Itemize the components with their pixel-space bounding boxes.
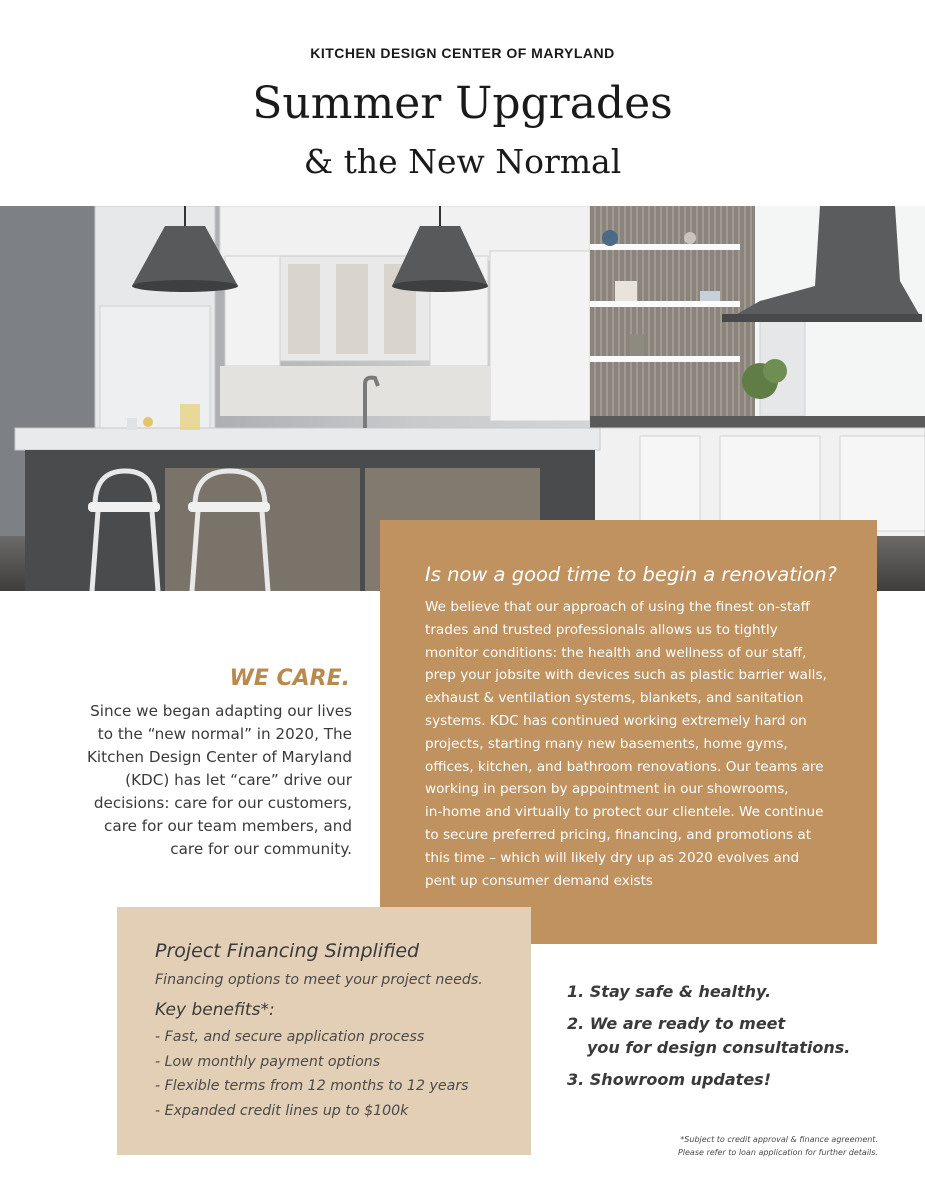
footnote-line: *Subject to credit approval & finance agreement. [680, 1135, 878, 1144]
renovation-line: this time – which will likely dry up as 2020 evolves and [425, 849, 800, 866]
brand-name: KITCHEN DESIGN CENTER OF MARYLAND [310, 45, 615, 61]
renovation-line: working in person by appointment in our showrooms, [425, 781, 789, 798]
step-text: 1. Stay safe & healthy. [567, 982, 772, 1001]
financing-subheading: Financing options to meet your project needs. [155, 972, 483, 988]
key-benefits-label: Key benefits*: [155, 1000, 275, 1020]
care-line: care for our team members, and [104, 817, 352, 835]
page-subtitle: & the New Normal [303, 142, 622, 181]
care-line: (KDC) has let “care” drive our [125, 771, 352, 789]
care-line: to the “new normal” in 2020, The [97, 725, 352, 743]
care-line: Kitchen Design Center of Maryland [86, 748, 352, 766]
care-line: decisions: care for our customers, [93, 794, 352, 812]
step-text: 3. Showroom updates! [567, 1070, 771, 1089]
renovation-line: trades and trusted professionals allows us to tightly [425, 621, 778, 638]
renovation-line: to secure preferred pricing, financing, and promotions at [425, 826, 812, 843]
renovation-line: systems. KDC has continued working extremely hard on [425, 712, 807, 729]
renovation-line: exhaust & ventilation systems, blankets, and sanitation [425, 690, 804, 707]
benefit-item: - Expanded credit lines up to $100k [155, 1102, 409, 1119]
benefit-item: - Fast, and secure application process [155, 1029, 425, 1045]
step-text: 2. We are ready to meet [567, 1014, 786, 1033]
page-title: Summer Upgrades [252, 78, 673, 129]
renovation-line: projects, starting many new basements, home gyms, [425, 735, 788, 752]
financing-heading: Project Financing Simplified [155, 940, 420, 962]
renovation-line: offices, kitchen, and bathroom renovations. Our teams are [425, 758, 824, 775]
renovation-line: prep your jobsite with devices such as plastic barrier walls, [425, 667, 827, 684]
care-line: care for our community. [170, 840, 352, 858]
renovation-line: pent up consumer demand exists [425, 872, 654, 889]
we-care-heading: WE CARE. [229, 666, 350, 691]
renovation-line: monitor conditions: the health and wellness of our staff, [425, 644, 807, 661]
steps-list [567, 980, 867, 1100]
step-item [567, 1068, 867, 1092]
step-item [567, 1012, 867, 1060]
benefit-item: - Flexible terms from 12 months to 12 years [155, 1078, 469, 1094]
renovation-line: in-home and virtually to protect our clientele. We continue [425, 804, 824, 821]
benefits-list [155, 1025, 525, 1123]
footnote-line: Please refer to loan application for further details. [677, 1148, 878, 1157]
step-item [567, 980, 867, 1004]
footnote [560, 1133, 878, 1159]
care-line: Since we began adapting our lives [90, 702, 352, 720]
we-care-paragraph [60, 700, 352, 861]
renovation-line: We believe that our approach of using the finest on-staff [425, 599, 810, 615]
step-text-continued: you for design consultations. [587, 1038, 851, 1057]
renovation-heading: Is now a good time to begin a renovation? [425, 563, 837, 586]
renovation-paragraph [425, 596, 855, 892]
benefit-item: - Low monthly payment options [155, 1053, 381, 1070]
